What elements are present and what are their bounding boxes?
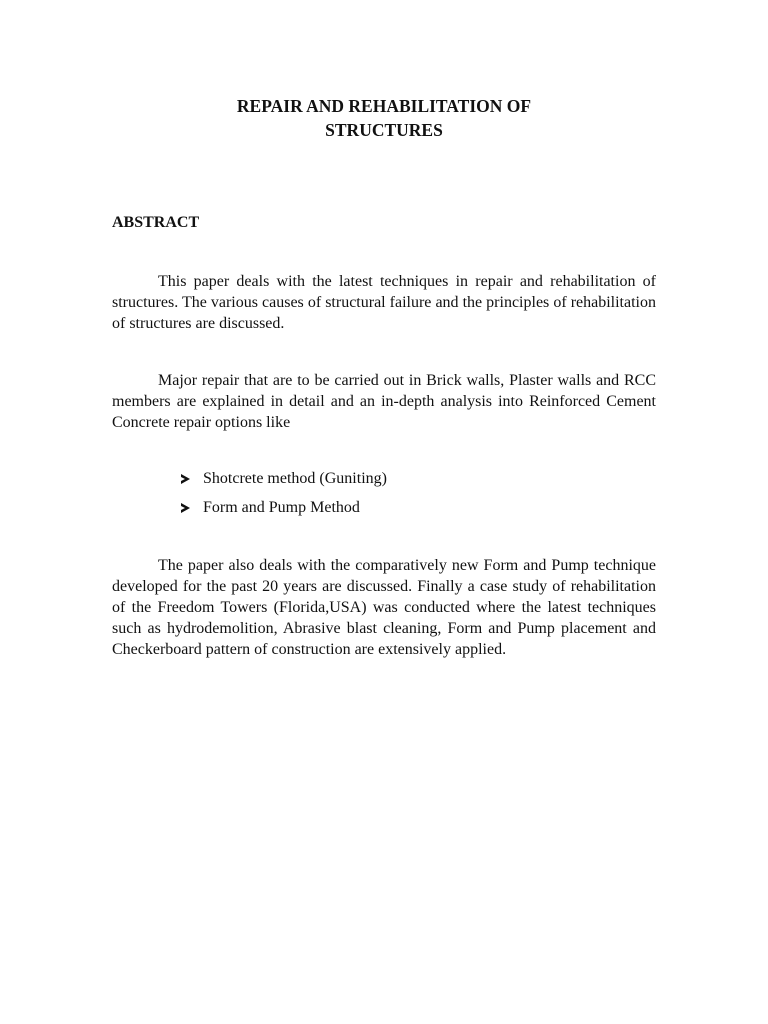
arrowhead-bullet-icon — [181, 503, 190, 513]
abstract-paragraph-2: Major repair that are to be carried out in Brick walls, Plaster walls and RCC members are explained in detail and an in-depth analysis into Reinforced Cement Concrete repair options like — [112, 372, 656, 431]
abstract-heading: ABSTRACT — [112, 214, 200, 231]
abstract-paragraph-3: The paper also deals with the comparatively new Form and Pump technique developed for the past 20 years are discussed. Finally a case study of rehabilitation of the Freedom Towers (Florida,USA) was conducted where the latest techniques such as hydrodemolition, Abrasive blast cleaning, Form and Pump placement and Checkerboard pattern of construction are extensively applied. — [112, 557, 656, 658]
arrowhead-bullet-icon — [181, 474, 190, 484]
title-line-1: REPAIR AND REHABILITATION OF — [236, 96, 532, 116]
title-line-2: STRUCTURES — [325, 120, 443, 140]
list-item-text: Form and Pump Method — [203, 499, 360, 516]
list-item — [181, 468, 387, 489]
abstract-paragraph-1: This paper deals with the latest techniques in repair and rehabilitation of structures. The various causes of structural failure and the principles of rehabilitation of structures are discussed. — [112, 273, 656, 332]
list-item-text: Shotcrete method (Guniting) — [203, 470, 387, 487]
repair-options-list — [181, 468, 387, 526]
list-item — [181, 497, 387, 518]
document-title — [112, 94, 656, 142]
